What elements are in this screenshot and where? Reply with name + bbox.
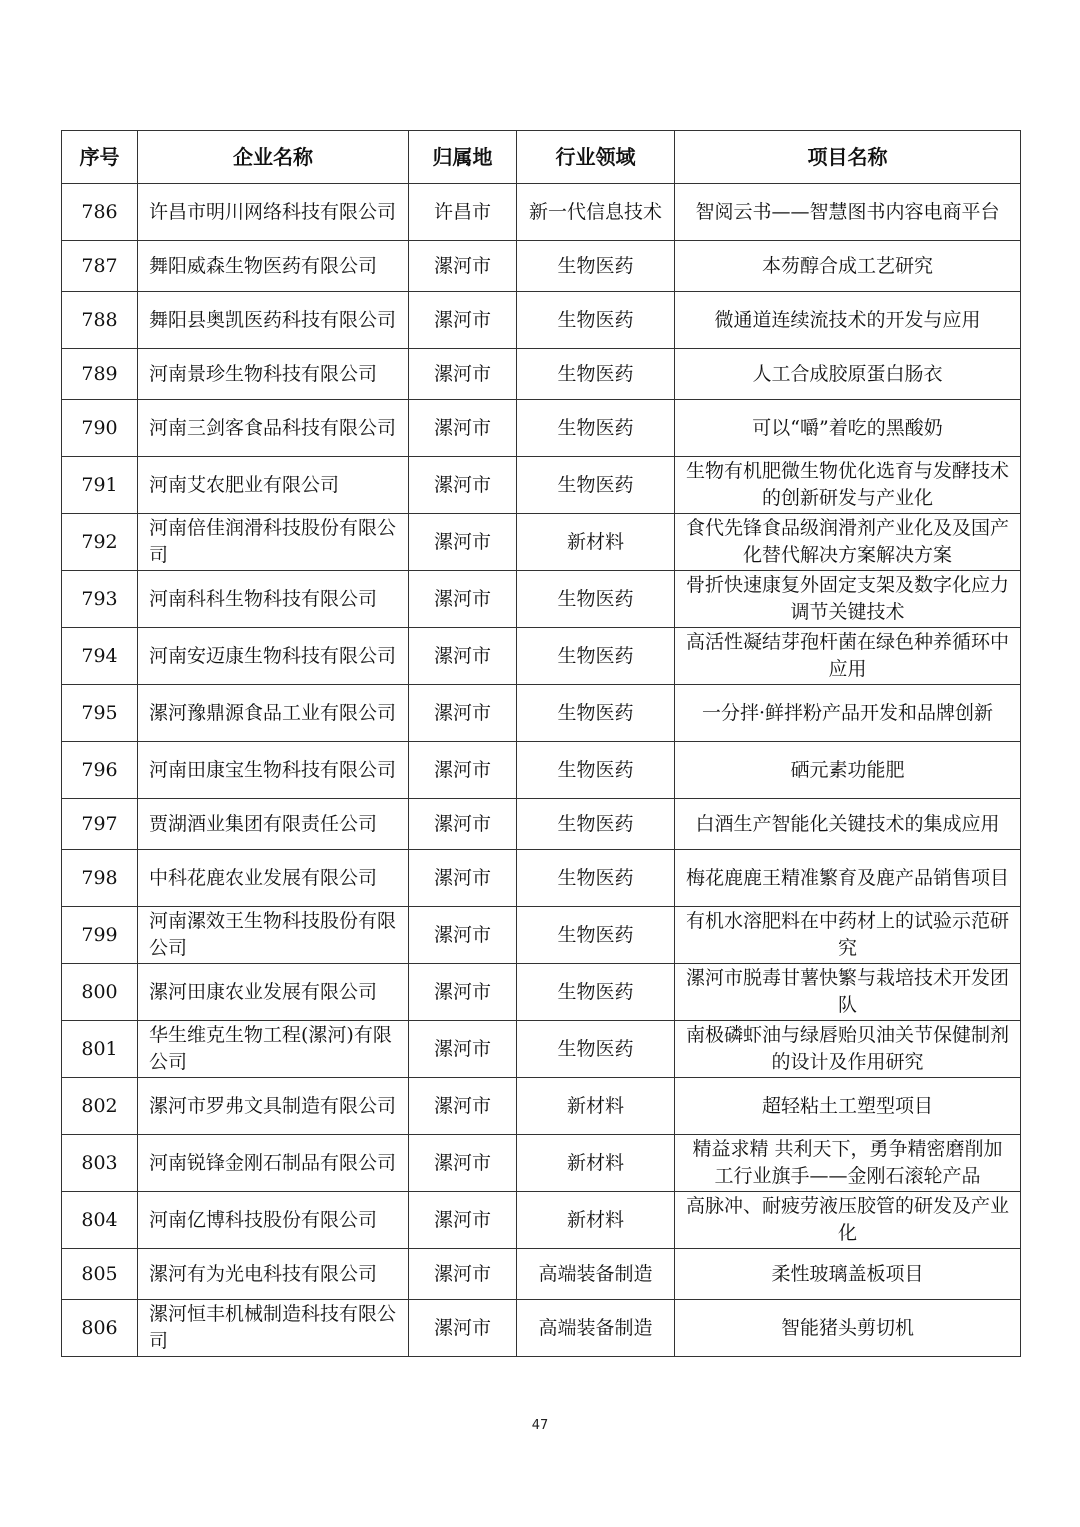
cell-location: 漯河市: [409, 241, 517, 292]
table-row: [62, 1021, 1021, 1078]
cell-location: 漯河市: [409, 457, 517, 514]
header-project: 项目名称: [675, 131, 1021, 184]
cell-project: 食代先锋食品级润滑剂产业化及及国产化替代解决方案解决方案: [675, 514, 1021, 571]
cell-company: 许昌市明川网络科技有限公司: [138, 184, 409, 241]
cell-project: 智能猪头剪切机: [675, 1300, 1021, 1357]
cell-project: 硒元素功能肥: [675, 742, 1021, 799]
cell-project: 高活性凝结芽孢杆菌在绿色种养循环中应用: [675, 628, 1021, 685]
cell-project: 白酒生产智能化关键技术的集成应用: [675, 799, 1021, 850]
cell-project: 本芴醇合成工艺研究: [675, 241, 1021, 292]
cell-seq: 791: [62, 457, 138, 514]
cell-company: 河南锐锋金刚石制品有限公司: [138, 1135, 409, 1192]
cell-seq: 794: [62, 628, 138, 685]
table-row: [62, 1300, 1021, 1357]
table-row: [62, 514, 1021, 571]
cell-location: 漯河市: [409, 850, 517, 907]
table-row: [62, 457, 1021, 514]
table-row: [62, 1249, 1021, 1300]
cell-industry: 新材料: [517, 1192, 675, 1249]
cell-seq: 806: [62, 1300, 138, 1357]
table-row: [62, 1078, 1021, 1135]
cell-company: 河南安迈康生物科技有限公司: [138, 628, 409, 685]
cell-company: 漯河有为光电科技有限公司: [138, 1249, 409, 1300]
cell-project: 可以“嚼”着吃的黑酸奶: [675, 400, 1021, 457]
cell-project: 漯河市脱毒甘薯快繁与栽培技术开发团队: [675, 964, 1021, 1021]
cell-industry: 新材料: [517, 514, 675, 571]
cell-seq: 786: [62, 184, 138, 241]
cell-industry: 生物医药: [517, 571, 675, 628]
cell-project: 骨折快速康复外固定支架及数字化应力调节关键技术: [675, 571, 1021, 628]
table-row: [62, 742, 1021, 799]
table-row: [62, 400, 1021, 457]
cell-project: 柔性玻璃盖板项目: [675, 1249, 1021, 1300]
cell-location: 漯河市: [409, 1135, 517, 1192]
cell-industry: 生物医药: [517, 457, 675, 514]
cell-company: 中科花鹿农业发展有限公司: [138, 850, 409, 907]
page-number: 47: [531, 1418, 549, 1433]
cell-location: 漯河市: [409, 799, 517, 850]
header-seq: 序号: [62, 131, 138, 184]
cell-company: 贾湖酒业集团有限责任公司: [138, 799, 409, 850]
table-row: [62, 349, 1021, 400]
table-row: [62, 907, 1021, 964]
table-row: [62, 184, 1021, 241]
cell-company: 漯河豫鼎源食品工业有限公司: [138, 685, 409, 742]
cell-industry: 新一代信息技术: [517, 184, 675, 241]
cell-location: 漯河市: [409, 1078, 517, 1135]
table-row: [62, 685, 1021, 742]
cell-project: 梅花鹿鹿王精准繁育及鹿产品销售项目: [675, 850, 1021, 907]
cell-location: 漯河市: [409, 571, 517, 628]
table-row: [62, 292, 1021, 349]
cell-seq: 789: [62, 349, 138, 400]
cell-location: 漯河市: [409, 1249, 517, 1300]
header-industry: 行业领域: [517, 131, 675, 184]
cell-industry: 新材料: [517, 1078, 675, 1135]
cell-project: 精益求精 共利天下，勇争精密磨削加工行业旗手——金刚石滚轮产品: [675, 1135, 1021, 1192]
table-row: [62, 850, 1021, 907]
cell-seq: 797: [62, 799, 138, 850]
cell-seq: 790: [62, 400, 138, 457]
table-row: [62, 1135, 1021, 1192]
cell-seq: 796: [62, 742, 138, 799]
cell-industry: 生物医药: [517, 964, 675, 1021]
header-location: 归属地: [409, 131, 517, 184]
cell-industry: 生物医药: [517, 400, 675, 457]
cell-company: 漯河恒丰机械制造科技有限公司: [138, 1300, 409, 1357]
cell-industry: 生物医药: [517, 907, 675, 964]
header-row: [62, 131, 1021, 184]
cell-project: 南极磷虾油与绿唇贻贝油关节保健制剂的设计及作用研究: [675, 1021, 1021, 1078]
cell-location: 漯河市: [409, 907, 517, 964]
cell-location: 漯河市: [409, 1021, 517, 1078]
cell-project: 人工合成胶原蛋白肠衣: [675, 349, 1021, 400]
cell-industry: 生物医药: [517, 241, 675, 292]
cell-company: 河南田康宝生物科技有限公司: [138, 742, 409, 799]
cell-seq: 804: [62, 1192, 138, 1249]
cell-industry: 生物医药: [517, 850, 675, 907]
cell-industry: 生物医药: [517, 799, 675, 850]
cell-seq: 798: [62, 850, 138, 907]
cell-location: 漯河市: [409, 964, 517, 1021]
cell-industry: 生物医药: [517, 349, 675, 400]
table-row: [62, 799, 1021, 850]
cell-project: 高脉冲、耐疲劳液压胶管的研发及产业化: [675, 1192, 1021, 1249]
cell-industry: 新材料: [517, 1135, 675, 1192]
cell-seq: 795: [62, 685, 138, 742]
table-row: [62, 1192, 1021, 1249]
cell-company: 舞阳威森生物医药有限公司: [138, 241, 409, 292]
cell-project: 一分拌·鲜拌粉产品开发和品牌创新: [675, 685, 1021, 742]
cell-industry: 生物医药: [517, 628, 675, 685]
cell-seq: 801: [62, 1021, 138, 1078]
cell-company: 华生维克生物工程(漯河)有限公司: [138, 1021, 409, 1078]
cell-location: 漯河市: [409, 292, 517, 349]
cell-company: 漯河市罗弗文具制造有限公司: [138, 1078, 409, 1135]
cell-location: 漯河市: [409, 742, 517, 799]
cell-company: 河南景珍生物科技有限公司: [138, 349, 409, 400]
cell-project: 生物有机肥微生物优化选育与发酵技术的创新研发与产业化: [675, 457, 1021, 514]
cell-location: 漯河市: [409, 349, 517, 400]
cell-project: 有机水溶肥料在中药材上的试验示范研究: [675, 907, 1021, 964]
cell-location: 许昌市: [409, 184, 517, 241]
project-table: [61, 130, 1021, 1357]
cell-location: 漯河市: [409, 514, 517, 571]
cell-seq: 805: [62, 1249, 138, 1300]
cell-location: 漯河市: [409, 628, 517, 685]
table-row: [62, 571, 1021, 628]
cell-industry: 生物医药: [517, 1021, 675, 1078]
cell-industry: 生物医药: [517, 742, 675, 799]
cell-seq: 787: [62, 241, 138, 292]
cell-location: 漯河市: [409, 1192, 517, 1249]
cell-company: 河南三剑客食品科技有限公司: [138, 400, 409, 457]
cell-location: 漯河市: [409, 400, 517, 457]
cell-seq: 802: [62, 1078, 138, 1135]
cell-project: 微通道连续流技术的开发与应用: [675, 292, 1021, 349]
cell-company: 河南倍佳润滑科技股份有限公司: [138, 514, 409, 571]
cell-company: 舞阳县奥凯医药科技有限公司: [138, 292, 409, 349]
cell-project: 超轻粘土工塑型项目: [675, 1078, 1021, 1135]
header-company: 企业名称: [138, 131, 409, 184]
cell-company: 河南艾农肥业有限公司: [138, 457, 409, 514]
cell-industry: 高端装备制造: [517, 1300, 675, 1357]
table-row: [62, 964, 1021, 1021]
cell-company: 河南漯效王生物科技股份有限公司: [138, 907, 409, 964]
cell-seq: 799: [62, 907, 138, 964]
cell-industry: 生物医药: [517, 685, 675, 742]
cell-industry: 高端装备制造: [517, 1249, 675, 1300]
cell-seq: 793: [62, 571, 138, 628]
cell-project: 智阅云书——智慧图书内容电商平台: [675, 184, 1021, 241]
cell-seq: 788: [62, 292, 138, 349]
table-row: [62, 628, 1021, 685]
cell-company: 漯河田康农业发展有限公司: [138, 964, 409, 1021]
cell-industry: 生物医药: [517, 292, 675, 349]
cell-seq: 792: [62, 514, 138, 571]
cell-company: 河南科科生物科技有限公司: [138, 571, 409, 628]
cell-company: 河南亿博科技股份有限公司: [138, 1192, 409, 1249]
cell-seq: 800: [62, 964, 138, 1021]
cell-seq: 803: [62, 1135, 138, 1192]
cell-location: 漯河市: [409, 685, 517, 742]
cell-location: 漯河市: [409, 1300, 517, 1357]
table-row: [62, 241, 1021, 292]
